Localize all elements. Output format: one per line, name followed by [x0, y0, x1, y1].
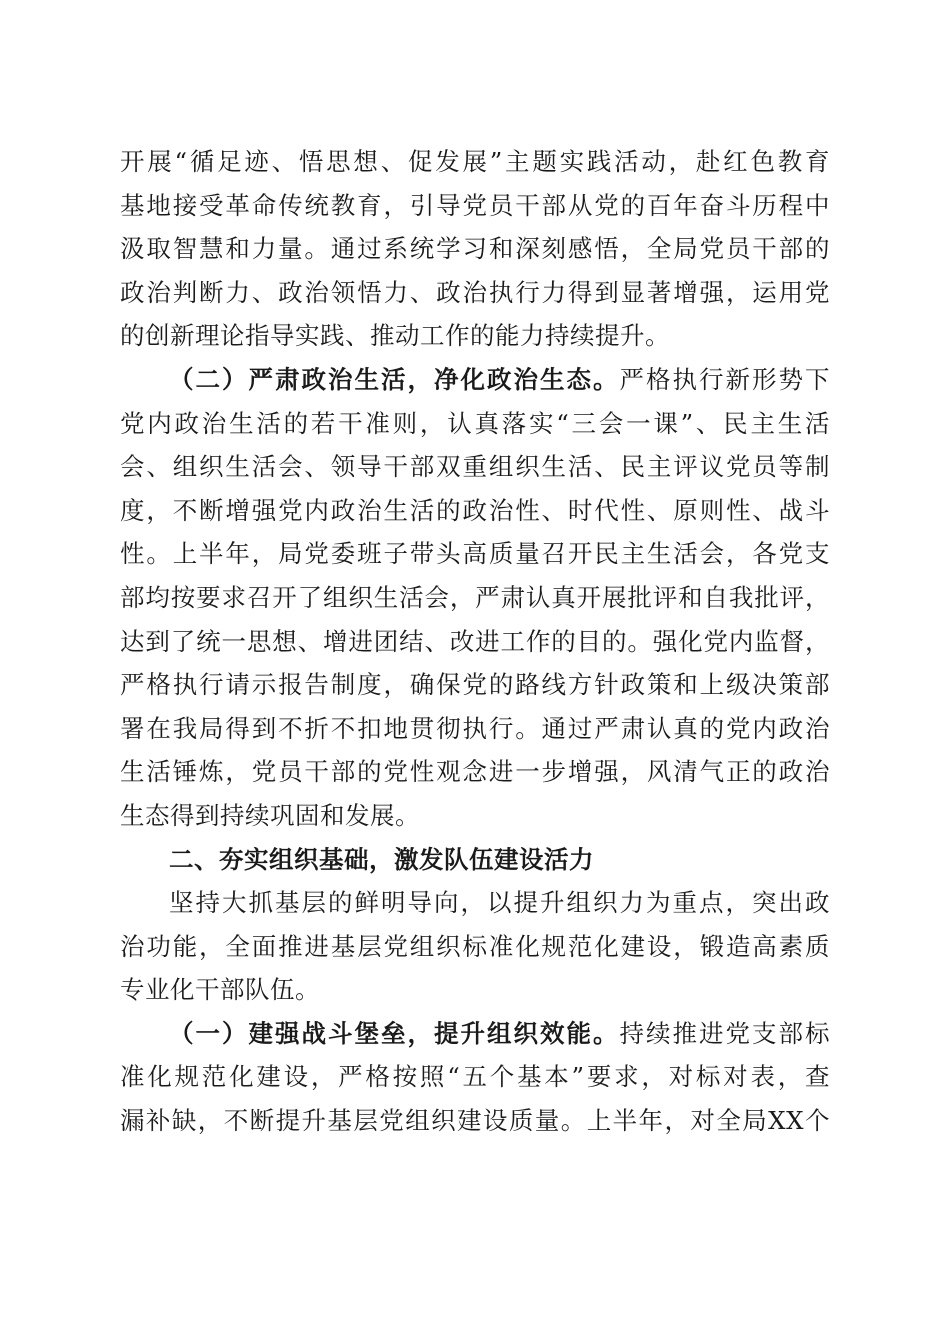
- text-line: 的创新理论指导实践、推动工作的能力持续提升。: [120, 321, 670, 351]
- text-line: 生活锤炼，党员干部的党性观念进一步增强，风清气正的政治: [120, 757, 830, 787]
- document-body: [120, 140, 830, 1143]
- section-heading: 二、夯实组织基础，激发队伍建设活力: [169, 844, 594, 874]
- text-line: 政治判断力、政治领悟力、政治执行力得到显著增强，运用党: [120, 277, 830, 307]
- paragraph-study-practice: [120, 140, 830, 358]
- text-line: 性。上半年，局党委班子带头高质量召开民主生活会，各党支: [120, 539, 830, 569]
- text-line: 达到了统一思想、增进团结、改进工作的目的。强化党内监督，: [120, 626, 830, 656]
- paragraph-section-intro: [120, 881, 830, 1012]
- text-line: 署在我局得到不折不扣地贯彻执行。通过严肃认真的党内政治: [120, 713, 830, 743]
- text-line: 准化规范化建设，严格按照“五个基本”要求，对标对表，查: [120, 1062, 830, 1092]
- text-line: 部均按要求召开了组织生活会，严肃认真开展批评和自我批评，: [120, 582, 830, 612]
- text-line: 汲取智慧和力量。通过系统学习和深刻感悟，全局党员干部的: [120, 234, 830, 264]
- text-line: 生态得到持续巩固和发展。: [120, 800, 420, 830]
- text-line: 治功能，全面推进基层党组织标准化规范化建设，锻造高素质: [120, 931, 830, 961]
- text-line: [120, 358, 830, 402]
- text-line: 基地接受革命传统教育，引导党员干部从党的百年奋斗历程中: [120, 190, 830, 220]
- text-line: 会、组织生活会、领导干部双重组织生活、民主评议党员等制: [120, 452, 830, 482]
- paragraph-political-life: [120, 358, 830, 838]
- paragraph-fortress: [120, 1012, 830, 1143]
- paragraph-lead: （二）严肃政治生活，净化政治生态。: [169, 364, 620, 394]
- text-line: 坚持大抓基层的鲜明导向，以提升组织力为重点，突出政: [169, 888, 830, 918]
- text-line: 度，不断增强党内政治生活的政治性、时代性、原则性、战斗: [120, 495, 830, 525]
- text-segment: 严格执行新形势下: [619, 364, 830, 394]
- text-line: 开展“循足迹、悟思想、促发展”主题实践活动，赴红色教育: [120, 147, 830, 176]
- text-line: 严格执行请示报告制度，确保党的路线方针政策和上级决策部: [120, 670, 830, 700]
- text-segment: 持续推进党支部标: [619, 1018, 830, 1048]
- text-line: 党内政治生活的若干准则，认真落实“三会一课”、民主生活: [120, 408, 830, 438]
- paragraph-lead: （一）建强战斗堡垒，提升组织效能。: [169, 1018, 620, 1048]
- text-line: 专业化干部队伍。: [120, 975, 320, 1005]
- text-line: [120, 1012, 830, 1056]
- text-line: 漏补缺，不断提升基层党组织建设质量。上半年，对全局XX个: [120, 1106, 830, 1136]
